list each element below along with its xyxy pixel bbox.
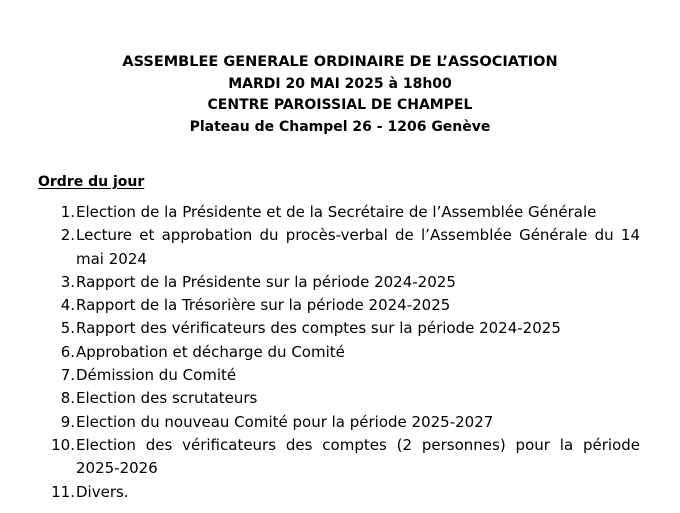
- agenda-list: [38, 201, 640, 504]
- agenda-item: [38, 271, 640, 294]
- agenda-item-number: 5.: [60, 319, 75, 338]
- agenda-item: [38, 201, 640, 224]
- agenda-item-text: Election du nouveau Comité pour la période 2025-2027: [76, 412, 494, 431]
- agenda-item-number: 11.: [51, 482, 75, 501]
- agenda-item: [38, 224, 640, 271]
- agenda-item-number: 10.: [51, 435, 75, 454]
- assembly-address: Plateau de Champel 26 - 1206 Genève: [189, 118, 491, 135]
- agenda-item: [38, 364, 640, 387]
- agenda-item-number: 2.: [60, 226, 75, 245]
- agenda-item-text: Election de la Présidente et de la Secrétaire de l’Assemblée Générale: [76, 203, 597, 221]
- assembly-title: ASSEMBLEE GENERALE ORDINAIRE DE L’ASSOCIATION: [122, 54, 558, 70]
- agenda-title: Ordre du jour: [38, 174, 145, 190]
- agenda-item-text: Divers.: [76, 482, 129, 501]
- agenda-item-text: Rapport de la Trésorière sur la période 2024-2025: [76, 296, 451, 315]
- agenda-item-number: 3.: [60, 272, 75, 291]
- agenda-item-text: Rapport des vérificateurs des comptes sur la période 2024-2025: [76, 319, 561, 338]
- agenda-item-number: 4.: [60, 296, 75, 315]
- document-header: [0, 52, 680, 138]
- agenda-item: [38, 411, 640, 434]
- agenda-item: [38, 317, 640, 340]
- agenda-item-number: 8.: [60, 389, 75, 408]
- agenda-item-number: 9.: [60, 412, 75, 431]
- agenda-item-text: Lecture et approbation du procès-verbal de l’Assemblée Générale du 14 mai 2024: [76, 226, 640, 268]
- agenda-item: [38, 481, 640, 504]
- agenda-item-text: Démission du Comité: [76, 366, 237, 385]
- agenda-item-text: Rapport de la Présidente sur la période 2024-2025: [76, 272, 456, 291]
- agenda-item-number: 1.: [60, 203, 75, 221]
- agenda-item: [38, 294, 640, 317]
- agenda-item-text: Election des scrutateurs: [76, 389, 258, 408]
- agenda-item-number: 6.: [60, 342, 75, 361]
- agenda-item: [38, 387, 640, 410]
- agenda-item-number: 7.: [60, 366, 75, 385]
- assembly-venue: CENTRE PAROISSIAL DE CHAMPEL: [207, 97, 473, 113]
- assembly-date-time: MARDI 20 MAI 2025 à 18h00: [228, 75, 452, 92]
- agenda-item: [38, 434, 640, 481]
- agenda-item-text: Approbation et décharge du Comité: [76, 342, 345, 361]
- agenda-item-text: Election des vérificateurs des comptes (2 personnes) pour la période 2025-2026: [76, 435, 640, 478]
- agenda-item: [38, 341, 640, 364]
